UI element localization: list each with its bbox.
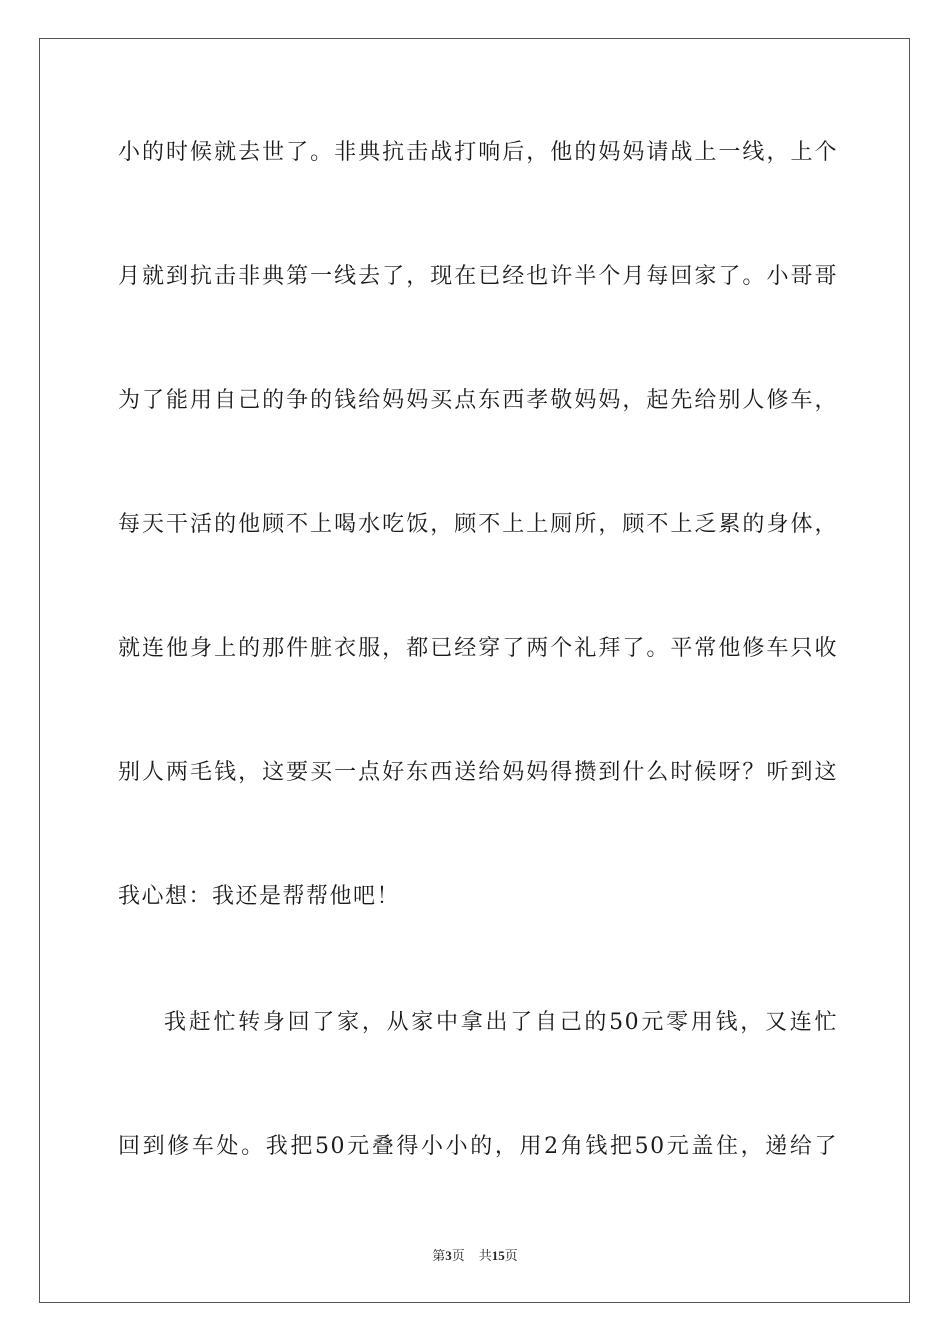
footer-page-prefix: 第 — [432, 1248, 446, 1263]
paragraph-line: 我赶忙转身回了家，从家中拿出了自己的50元零用钱，又连忙 — [164, 1010, 838, 1035]
paragraph-line: 为了能用自己的争的钱给妈妈买点东西孝敬妈妈，起先给别人修车， — [118, 388, 838, 413]
paragraph-line: 我心想：我还是帮帮他吧！ — [118, 884, 401, 909]
paragraph-line: 别人两毛钱，这要买一点好东西送给妈妈得攒到什么时候呀？听到这 — [118, 760, 838, 785]
footer-total-prefix: 共 — [478, 1248, 492, 1263]
paragraph-line: 月就到抗击非典第一线去了，现在已经也许半个月每回家了。小哥哥 — [118, 264, 838, 289]
paragraph-line: 每天干活的他顾不上喝水吃饭，顾不上上厕所，顾不上乏累的身体， — [118, 512, 838, 537]
paragraph-line: 就连他身上的那件脏衣服，都已经穿了两个礼拜了。平常他修车只收 — [118, 636, 838, 661]
page-border — [39, 38, 910, 1303]
footer-total-pages: 15 — [491, 1248, 505, 1263]
paragraph-line: 小的时候就去世了。非典抗击战打响后，他的妈妈请战上一线，上个 — [118, 140, 838, 165]
footer-page-number: 3 — [445, 1248, 452, 1263]
footer-page-suffix: 页 — [451, 1248, 465, 1263]
paragraph-line: 回到修车处。我把50元叠得小小的，用2角钱把50元盖住，递给了 — [118, 1134, 838, 1159]
page-footer — [0, 1247, 950, 1265]
footer-total-suffix: 页 — [504, 1248, 518, 1263]
